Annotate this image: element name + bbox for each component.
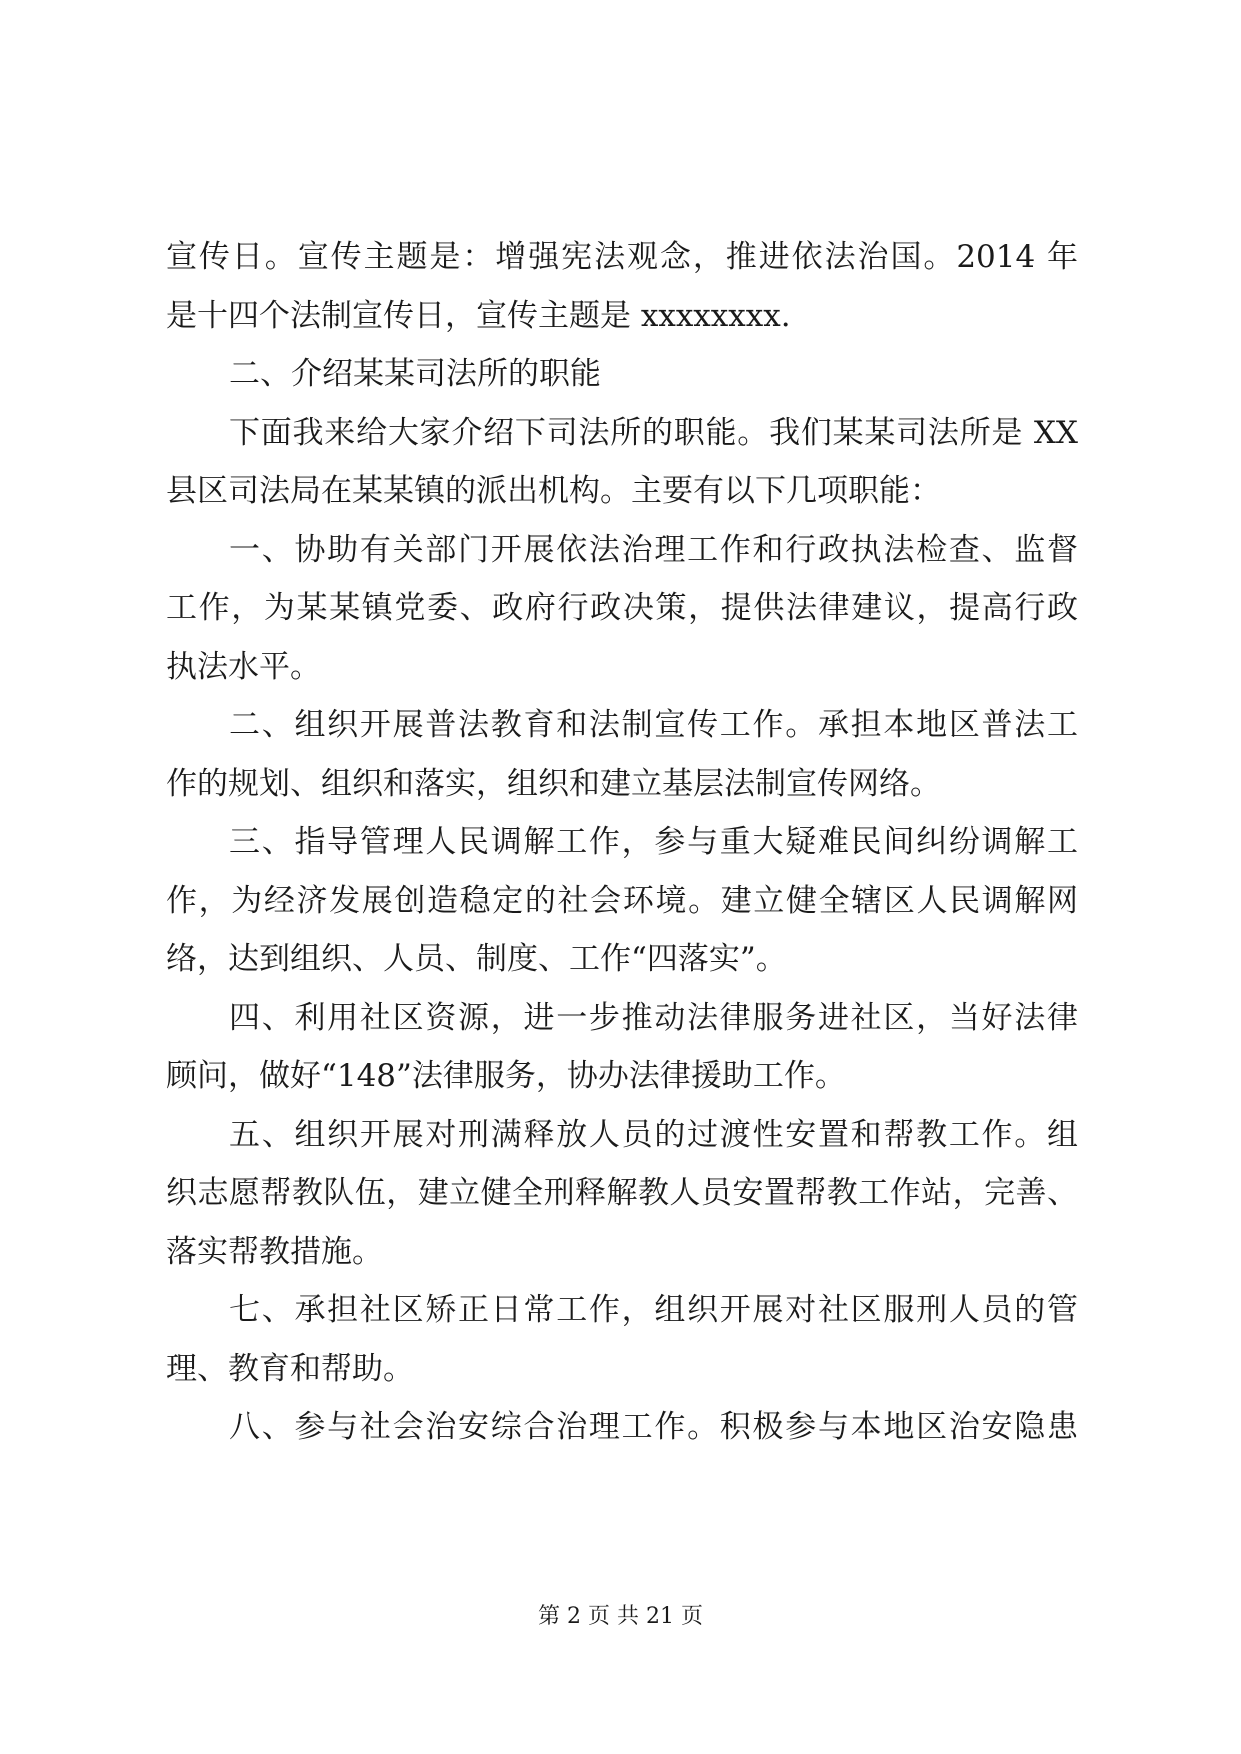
text-line: 理、教育和帮助。 bbox=[166, 1350, 414, 1387]
text-line: 是十四个法制宣传日，宣传主题是 xxxxxxxx. bbox=[166, 297, 791, 334]
text-line: 八、参与社会治安综合治理工作。积极参与本地区治安隐患 bbox=[229, 1409, 1078, 1445]
text-line: 宣传日。宣传主题是：增强宪法观念，推进依法治国。2014 年 bbox=[166, 239, 1078, 275]
text-line: 二、介绍某某司法所的职能 bbox=[229, 356, 601, 392]
text-line: 县区司法局在某某镇的派出机构。主要有以下几项职能： bbox=[166, 473, 941, 509]
page-footer: 第 2 页 共 21 页 bbox=[538, 1604, 703, 1629]
text-line: 作，为经济发展创造稳定的社会环境。建立健全辖区人民调解网 bbox=[166, 882, 1078, 919]
text-line: 下面我来给大家介绍下司法所的职能。我们某某司法所是 XX bbox=[229, 414, 1078, 451]
text-line: 一、协助有关部门开展依法治理工作和行政执法检查、监督 bbox=[229, 531, 1078, 568]
text-line: 四、利用社区资源，进一步推动法律服务进社区，当好法律 bbox=[229, 999, 1078, 1036]
text-line: 络，达到组织、人员、制度、工作“四落实”。 bbox=[166, 941, 787, 977]
text-line: 七、承担社区矫正日常工作，组织开展对社区服刑人员的管 bbox=[229, 1292, 1078, 1328]
text-line: 二、组织开展普法教育和法制宣传工作。承担本地区普法工 bbox=[229, 707, 1078, 743]
text-line: 三、指导管理人民调解工作，参与重大疑难民间纠纷调解工 bbox=[229, 824, 1078, 860]
text-line: 五、组织开展对刑满释放人员的过渡性安置和帮教工作。组 bbox=[229, 1116, 1078, 1153]
text-line: 工作，为某某镇党委、政府行政决策，提供法律建议，提高行政 bbox=[166, 590, 1078, 626]
text-line: 作的规划、组织和落实，组织和建立基层法制宣传网络。 bbox=[166, 765, 941, 802]
text-line: 顾问，做好“148”法律服务，协办法律援助工作。 bbox=[166, 1058, 846, 1094]
text-line: 执法水平。 bbox=[166, 648, 321, 685]
text-line: 落实帮教措施。 bbox=[166, 1233, 383, 1270]
document-body bbox=[166, 228, 1078, 1457]
text-line: 织志愿帮教队伍，建立健全刑释解教人员安置帮教工作站，完善、 bbox=[166, 1175, 1078, 1211]
